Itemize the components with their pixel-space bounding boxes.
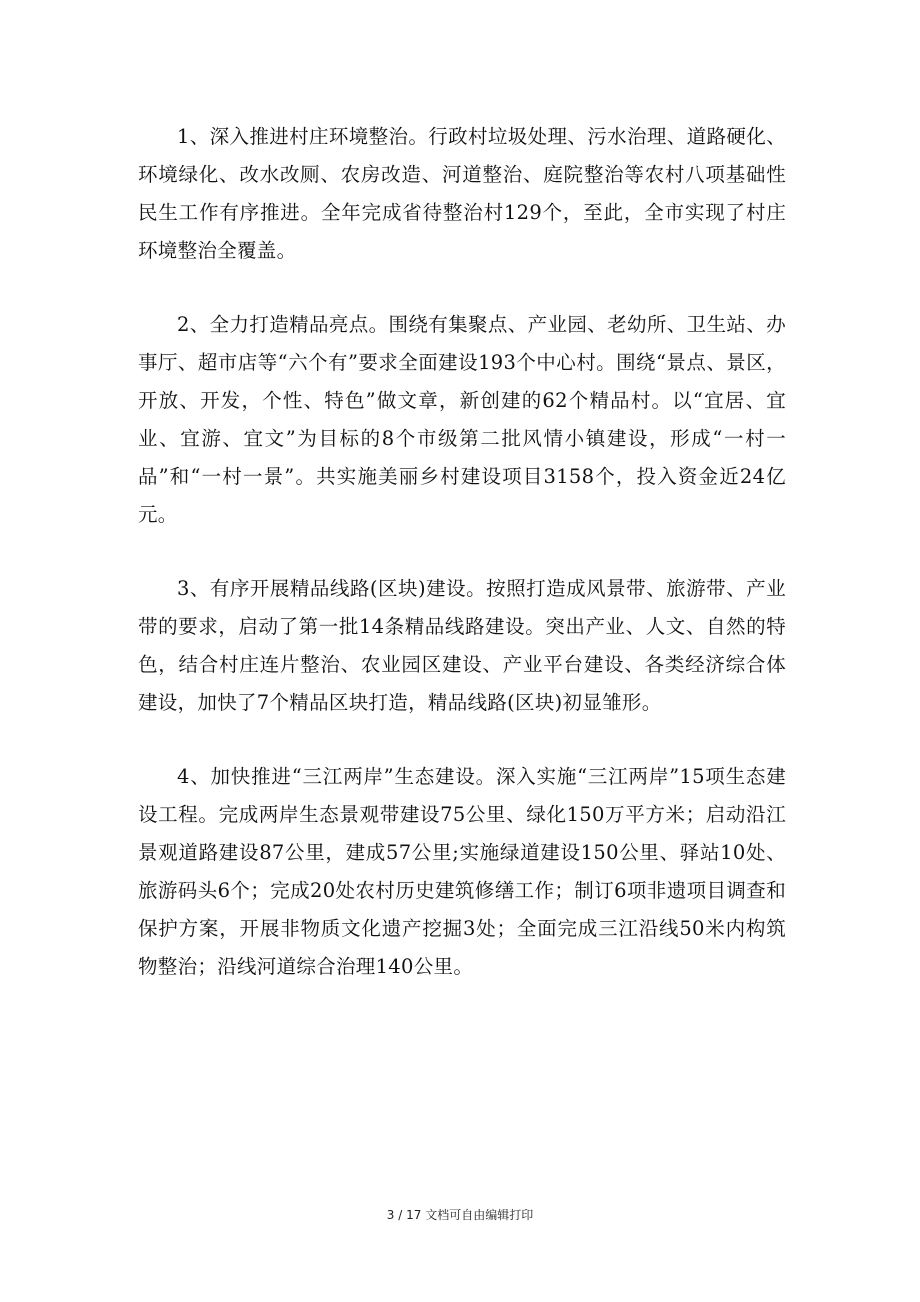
paragraph-village-environment: 1、深入推进村庄环境整治。行政村垃圾处理、污水治理、道路硬化、环境绿化、改水改厕、农房改造、河道整治、庭院整治等农村八项基础性民生工作有序推进。全年完成省待整治村129个，至此，全市实现了村庄环境整治全覆盖。: [138, 125, 786, 262]
page-footer: 3 / 17 文档可自由编辑打印: [386, 1208, 534, 1222]
paragraph-quality-routes: 3、有序开展精品线路(区块)建设。按照打造成风景带、旅游带、产业带的要求，启动了第一批14条精品线路建设。突出产业、人文、自然的特色，结合村庄连片整治、农业园区建设、产业平台建设、各类经济综合体建设，加快了7个精品区块打造，精品线路(区块)初显雏形。: [138, 577, 786, 714]
paragraph-ecological-construction: 4、加快推进“三江两岸”生态建设。深入实施“三江两岸”15项生态建设工程。完成两岸生态景观带建设75公里、绿化150万平方米；启动沿江景观道路建设87公里，建成57公里;实施绿道建设150公里、驿站10处、旅游码头6个；完成20处农村历史建筑修缮工作；制订6项非遗项目调查和保护方案，开展非物质文化遗产挖掘3处；全面完成三江沿线50米内构筑物整治；沿线河道综合治理140公里。: [138, 765, 786, 978]
paragraph-quality-highlights: 2、全力打造精品亮点。围绕有集聚点、产业园、老幼所、卫生站、办事厅、超市店等“六个有”要求全面建设193个中心村。围绕“景点、景区，开放、开发，个性、特色”做文章，新创建的62个精品村。以“宜居、宜业、宜游、宜文”为目标的8个市级第二批风情小镇建设，形成“一村一品”和“一村一景”。共实施美丽乡村建设项目3158个，投入资金近24亿元。: [138, 313, 786, 526]
document-body: [138, 118, 786, 986]
